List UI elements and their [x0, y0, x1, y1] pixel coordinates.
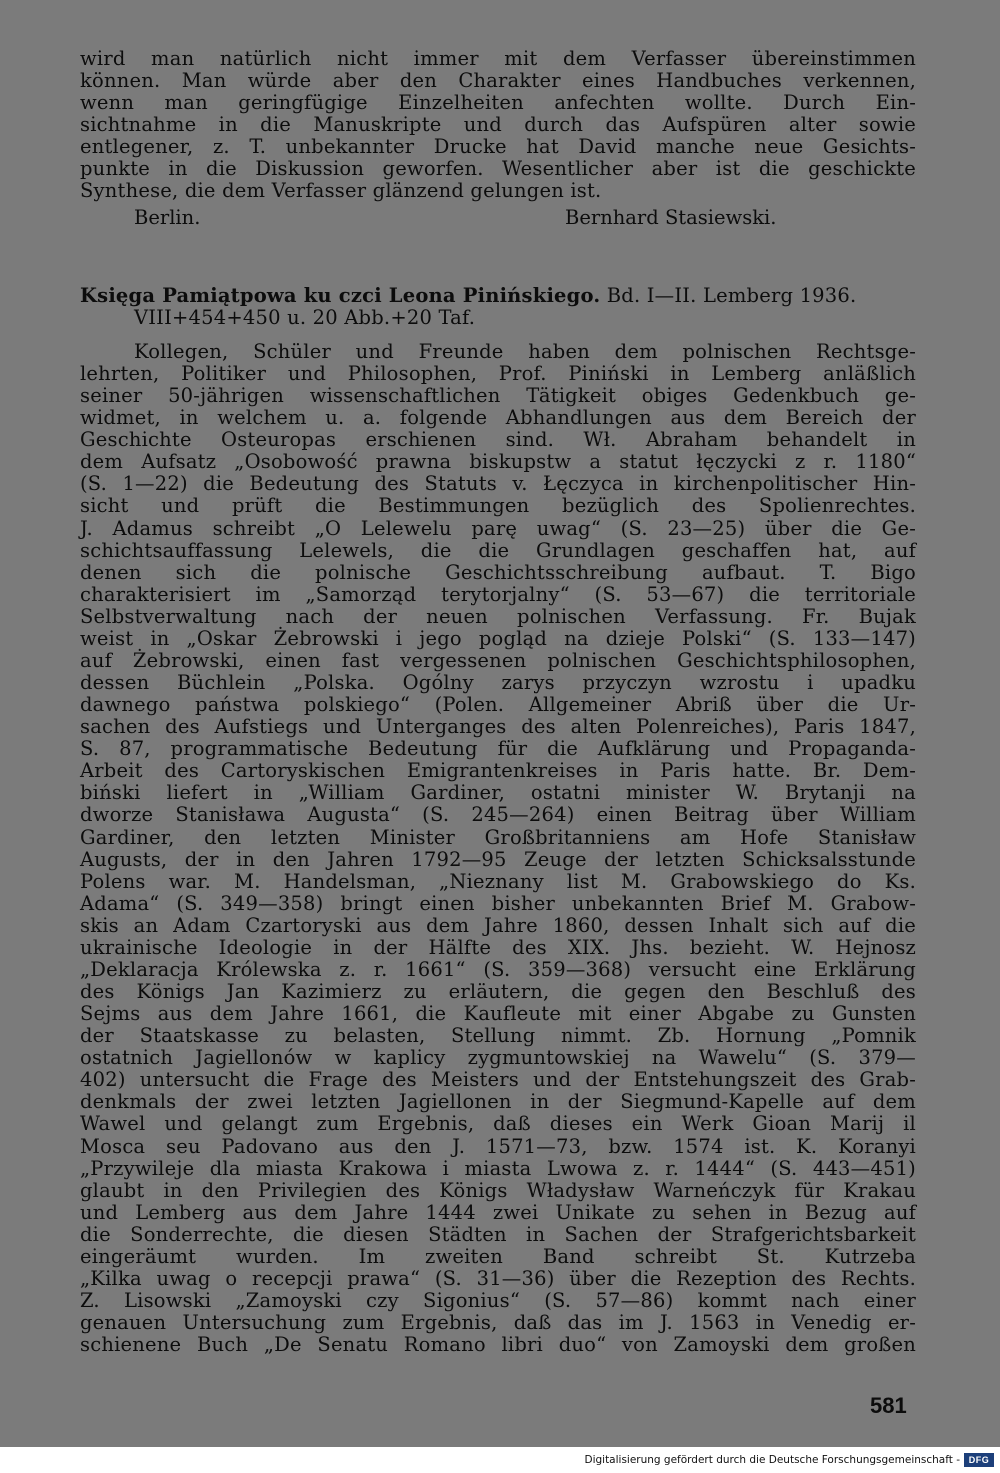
text-line: dessen Büchlein „Polska. Ogólny zarys przyczyn wzrostu i upadku [80, 671, 916, 694]
text-line: können. Man würde aber den Charakter eines Handbuches verkennen, [80, 69, 916, 92]
text-line: denkmals der zwei letzten Jagiellonen in der Siegmund-Kapelle auf dem [80, 1090, 916, 1113]
footer-credit: Digitalisierung gefördert durch die Deutsche Forschungsgemeinschaft - [584, 1454, 960, 1466]
text-line: skis an Adam Czartoryski aus dem Jahre 1860, dessen Inhalt sich auf die [80, 914, 916, 937]
book-details: Bd. I—II. Lemberg 1936. [600, 284, 857, 307]
page-number: 581 [870, 1393, 907, 1418]
text-line: (S. 1—22) die Bedeutung des Statuts v. Łęczyca in kirchenpolitischer Hin- [80, 472, 916, 495]
text-line: Arbeit des Cartoryskischen Emigrantenkreises in Paris hatte. Br. Dem- [80, 759, 916, 782]
footer-bar [0, 1447, 1000, 1473]
text-line: schichtsauffassung Lelewels, die die Grundlagen geschaffen hat, auf [80, 539, 916, 562]
text-line: ostatnich Jagiellonów w kaplicy zygmuntowskiej na Wawelu“ (S. 379— [80, 1046, 916, 1069]
book-title: Księga Pamiątpowa ku czci Leona Pinińskiego. [80, 284, 601, 307]
text-line: punkte in die Diskussion geworfen. Wesentlicher aber ist die geschickte [80, 157, 916, 180]
text-line: der Staatskasse zu belasten, Stellung nimmt. Zb. Hornung „Pomnik [80, 1024, 916, 1047]
text-line: charakterisiert im „Samorząd terytorjalny“ (S. 53—67) die territoriale [80, 583, 916, 606]
text-line: ukrainische Ideologie in der Hälfte des XIX. Jhs. bezieht. W. Hejnosz [80, 936, 916, 959]
text-line: Z. Lisowski „Zamoyski czy Sigonius“ (S. 57—86) kommt nach einer [80, 1289, 916, 1312]
text-line: Augusts, der in den Jahren 1792—95 Zeuge der letzten Schicksalsstunde [80, 848, 916, 871]
text-line: sicht und prüft die Bestimmungen bezüglich des Spolienrechtes. [80, 494, 916, 517]
text-line: dworze Stanisława Augusta“ (S. 245—264) einen Beitrag über William [80, 803, 916, 826]
text-line: J. Adamus schreibt „O Lelewelu parę uwag“ (S. 23—25) über die Ge- [80, 517, 916, 540]
text-line: Wawel und gelangt zum Ergebnis, daß dieses ein Werk Gioan Marij il [80, 1112, 916, 1135]
text-line: schienene Buch „De Senatu Romano libri duo“ von Zamoyski dem großen [80, 1333, 916, 1356]
review-title-line [80, 285, 916, 307]
text-line: die Sonderrechte, die diesen Städten in Sachen der Strafgerichtsbarkeit [80, 1223, 916, 1246]
text-line: Polens war. M. Handelsman, „Nieznany list M. Grabowskiego do Ks. [80, 870, 916, 893]
dfg-logo: DFG [964, 1453, 994, 1467]
text-line: Gardiner, den letzten Minister Großbritanniens am Hofe Stanisław [80, 826, 916, 849]
text-line: denen sich die polnische Geschichtsschreibung aufbaut. T. Bigo [80, 561, 916, 584]
book-pagination: VIII+454+450 u. 20 Abb.+20 Taf. [134, 306, 476, 329]
text-line: sichtnahme in die Manuskripte und durch das Aufspüren alter sowie [80, 113, 916, 136]
text-line: eingeräumt wurden. Im zweiten Band schreibt St. Kutrzeba [80, 1245, 916, 1268]
text-line: Synthese, die dem Verfasser glänzend gelungen ist. [80, 179, 602, 202]
text-line: glaubt in den Privilegien des Königs Władysław Warneńczyk für Krakau [80, 1179, 916, 1202]
text-line: Adama“ (S. 349—358) bringt einen bisher unbekannten Brief M. Grabow- [80, 892, 916, 915]
text-line: Geschichte Osteuropas erschienen sind. Wł. Abraham behandelt in [80, 428, 916, 451]
text-line: biński liefert in „William Gardiner, ostatni minister W. Brytanji na [80, 781, 916, 804]
text-line: widmet, in welchem u. a. folgende Abhandlungen aus dem Bereich der [80, 406, 916, 429]
text-line: „Przywileje dla miasta Krakowa i miasta Lwowa z. r. 1444“ (S. 443—451) [80, 1157, 916, 1180]
text-line: auf Żebrowski, einen fast vergessenen polnischen Geschichtsphilosophen, [80, 649, 916, 672]
text-line: wird man natürlich nicht immer mit dem Verfasser übereinstimmen [80, 47, 916, 70]
text-line: Sejms aus dem Jahre 1661, die Kaufleute mit einer Abgabe zu Gunsten [80, 1002, 916, 1025]
text-line: dawnego państwa polskiego“ (Polen. Allgemeiner Abriß über die Ur- [80, 693, 916, 716]
text-line: des Königs Jan Kazimierz zu erläutern, die gegen den Beschluß des [80, 980, 916, 1003]
text-line: sachen des Aufstiegs und Unterganges des alten Polenreiches), Paris 1847, [80, 715, 916, 738]
text-line: wenn man geringfügige Einzelheiten anfechten wollte. Durch Ein- [80, 91, 916, 114]
text-line: „Kilka uwag o recepcji prawa“ (S. 31—36) über die Rezeption des Rechts. [80, 1267, 916, 1290]
signature-name: Bernhard Stasiewski. [565, 206, 777, 229]
text-line: 402) untersucht die Frage des Meisters und der Entstehungszeit des Grab- [80, 1068, 916, 1091]
text-line: lehrten, Politiker und Philosophen, Prof. Piniński in Lemberg anläßlich [80, 362, 916, 385]
text-line: seiner 50-jährigen wissenschaftlichen Tätigkeit obiges Gedenkbuch ge- [80, 384, 916, 407]
signature-place: Berlin. [134, 206, 201, 229]
text-line: Selbstverwaltung nach der neuen polnischen Verfassung. Fr. Bujak [80, 605, 916, 628]
text-line: dem Aufsatz „Osobowość prawna biskupstw a statut łęczycki z r. 1180“ [80, 450, 916, 473]
text-line: entlegener, z. T. unbekannter Drucke hat David manche neue Gesichts- [80, 135, 916, 158]
text-line: genauen Untersuchung zum Ergebnis, daß das im J. 1563 in Venedig er- [80, 1311, 916, 1334]
text-line: S. 87, programmatische Bedeutung für die Aufklärung und Propaganda- [80, 737, 916, 760]
text-line: Kollegen, Schüler und Freunde haben dem polnischen Rechtsge- [134, 340, 916, 363]
text-line: weist in „Oskar Żebrowski i jego pogląd na dzieje Polski“ (S. 133—147) [80, 627, 916, 650]
text-line: „Deklaracja Królewska z. r. 1661“ (S. 359—368) versucht eine Erklärung [80, 958, 916, 981]
text-line: und Lemberg aus dem Jahre 1444 zwei Unikate zu sehen in Bezug auf [80, 1201, 916, 1224]
text-line: Mosca seu Padovano aus den J. 1571—73, bzw. 1574 ist. K. Koranyi [80, 1135, 916, 1158]
